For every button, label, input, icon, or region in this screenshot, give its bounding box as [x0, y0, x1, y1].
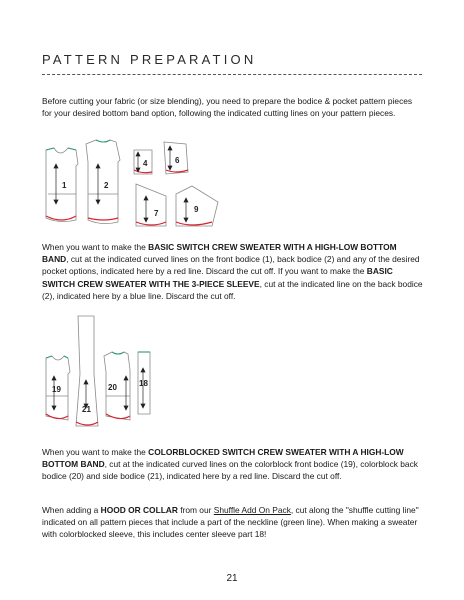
bodice-pocket-pattern-figure [42, 136, 242, 228]
piece-label-2: 2 [104, 181, 109, 190]
section-heading: PATTERN PREPARATION [42, 52, 257, 67]
piece-label-9: 9 [194, 205, 199, 214]
colorblock-pattern-figure [42, 312, 162, 430]
colorblocked-paragraph: When you want to make the COLORBLOCKED SWITCH CREW SWEATER WITH A HIGH-LOW BOTTOM BAND, cut at the indicated curved lines on the colorblock front bodice (19), colorblock back bodice (20) and side bodice (21), indicated here by a red line. Discard the cut off. [42, 447, 418, 482]
intro-paragraph: Before cutting your fabric (or size blending), you need to prepare the bodice & pocket pattern pieces for your desired bottom band option, following the indicated cutting lines on your pattern pieces. [42, 96, 413, 119]
piece-label-1: 1 [62, 181, 67, 190]
piece-label-18: 18 [139, 379, 148, 388]
page-number: 21 [226, 573, 238, 584]
add-on-pack-link[interactable]: Shuffle Add On Pack [213, 505, 291, 515]
dashed-divider [42, 74, 422, 75]
piece-label-20: 20 [108, 383, 117, 392]
hood-collar-paragraph: When adding a HOOD OR COLLAR from our Shuffle Add On Pack, cut along the "shuffle cutting line" indicated on all pattern pieces that include a part of the neckline (green line). When making a sweater with colorblocked sleeve, this includes center sleeve part 18! [42, 505, 419, 540]
piece-label-19: 19 [52, 385, 61, 394]
piece-label-6: 6 [175, 156, 180, 165]
piece-label-21: 21 [82, 405, 91, 414]
piece-label-7: 7 [154, 209, 159, 218]
high-low-band-paragraph: When you want to make the BASIC SWITCH CREW SWEATER WITH A HIGH-LOW BOTTOM BAND, cut at the indicated curved lines on the front bodice (1), back bodice (2) and any of the desired pocket options, indicated here by a red line. Discard the cut off. If you want to make the BASIC SWITCH CREW SWEATER WITH THE 3-PIECE SLEEVE, cut at the indicated line on the back bodice (2), indicated here by a blue line. Discard the cut off. [42, 242, 423, 301]
piece-label-4: 4 [143, 159, 148, 168]
